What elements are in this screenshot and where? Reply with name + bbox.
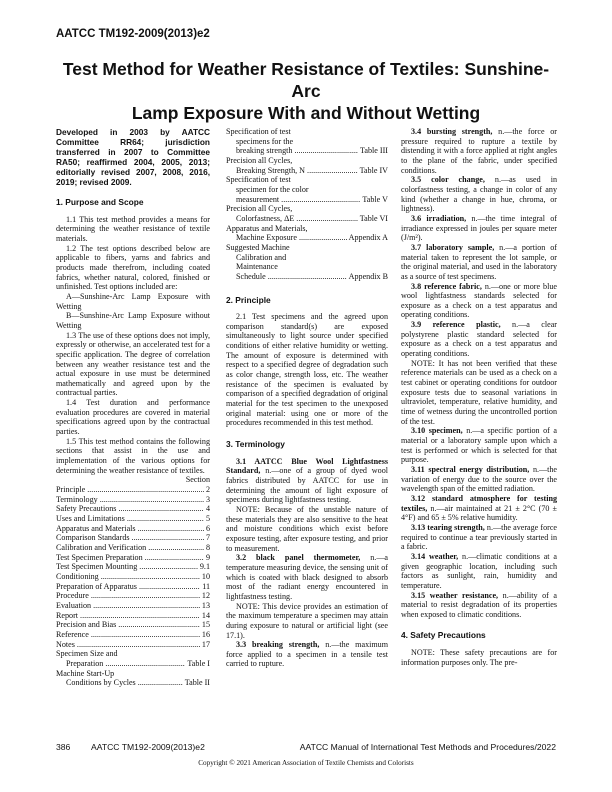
toc-row bbox=[56, 495, 210, 505]
toc-label: Safety Precautions ..... bbox=[56, 504, 204, 514]
term-3-8: 3.8 reference fabric, bbox=[411, 281, 482, 291]
definition-3-14 bbox=[401, 552, 557, 591]
section-4-heading: 4. Safety Precautions bbox=[401, 630, 486, 641]
development-history: Developed in 2003 by AATCC Committee RR64; jurisdiction transferred in 2007 to Committee RA50; reaffirmed 2004, 2005, 2013; editorially revised 2007, 2008, 2016, 2019; revised 2009. bbox=[56, 127, 210, 187]
term-3-10: 3.10 specimen, bbox=[411, 426, 463, 436]
definition-text: n.—the force or pressure required to rupture a textile by distending it with a force applied at right angles to the plane of the fabric, under specified conditions. bbox=[401, 127, 557, 175]
paragraph-1-3: 1.3 The use of these options does not imply, expressly or otherwise, an accelerated test for a specific application. The degree of correlation between any weather resistance test and the actual exposure in use must be determined mathematically and agreed upon by the contractual parties. bbox=[56, 330, 210, 398]
toc-line: Specification of test bbox=[226, 127, 291, 136]
toc-value: 16 bbox=[201, 629, 210, 639]
toc-label: Schedule ..... bbox=[236, 272, 347, 282]
note-3-1: NOTE: Because of the unstable nature of these materials they are also sensitive to the heat and moisture conditions which exist before exposure testing, after exposure testing, and prior to measurement. bbox=[226, 504, 388, 553]
toc-label: Apparatus and Materials ..... bbox=[56, 524, 204, 534]
note-3-2: NOTE: This device provides an estimation of the maximum temperature a specimen may attain during exposure to natural or artificial light (see 17.1). bbox=[226, 601, 388, 640]
toc-label: Report ..... bbox=[56, 611, 200, 621]
term-3-5: 3.5 color change, bbox=[411, 175, 485, 185]
toc-value: Table I bbox=[187, 658, 210, 668]
toc-value: 12 bbox=[201, 591, 210, 601]
option-b: B—Sunshine-Arc Lamp Exposure without Wetting bbox=[56, 311, 210, 330]
toc-row bbox=[56, 582, 210, 592]
toc-label: Colorfastness, ΔE ..... bbox=[236, 214, 358, 224]
toc-row bbox=[56, 524, 210, 534]
definition-3-1 bbox=[226, 457, 388, 505]
definition-3-4 bbox=[401, 127, 557, 175]
paragraph-1-1: 1.1 This test method provides a means for determining the weather resistance of textile materials. bbox=[56, 214, 210, 243]
title-line-2: Lamp Exposure With and Without Wetting bbox=[131, 103, 481, 123]
paragraph-1-4: 1.4 Test duration and performance evaluation procedures are covered in material specifications agreed upon by the contractual parties. bbox=[56, 398, 210, 437]
toc-row bbox=[56, 504, 210, 514]
definition-text: n.—one or more blue wool lightfastness standards selected for exposure as a check on a test apparatus and operating conditions. bbox=[401, 281, 557, 320]
term-3-12: 3.12 standard atmosphere for testing textiles, bbox=[401, 493, 557, 513]
definition-text: n.—a clear polystyrene plastic standard selected for exposure as a check on a test apparatus and operating conditions. bbox=[401, 320, 557, 359]
paragraph-2-1: 2.1 Test specimens and the agreed upon comparison standard(s) are exposed simultaneously to light source under specified conditions of either relative humidity or wetting. The amount of exposure is determined with respect to a specified degree of degradation such as color change, strength loss, etc. The weather resistance of the specimen is evaluated by comparison of a specified degradation of original material for the test specimen to the unexposed original material: using one or more of the procedures recommended in this test method. bbox=[226, 312, 388, 428]
term-3-7: 3.7 laboratory sample, bbox=[411, 242, 495, 252]
option-a: A—Sunshine-Arc Lamp Exposure with Wetting bbox=[56, 291, 210, 311]
toc-value: 9 bbox=[205, 552, 210, 562]
toc-label: Preparation of Apparatus ..... bbox=[56, 582, 200, 592]
toc-row bbox=[56, 630, 210, 640]
definition-3-8 bbox=[401, 282, 557, 321]
toc-line: Precision all Cycles, bbox=[226, 204, 293, 214]
toc-value: 10 bbox=[201, 571, 210, 581]
definition-text: n.—climatic conditions at a given geographic location, including such factors as sunlight, rain, humidity and temperature. bbox=[401, 551, 557, 590]
toc-line: Maintenance bbox=[236, 262, 278, 272]
definition-text: n.—a temperature measuring device, the sensing unit of which is coated with black designed to absorb most of the radiant energy encountered in lightfastness testing. bbox=[226, 553, 389, 601]
term-3-9: 3.9 reference plastic, bbox=[411, 320, 501, 330]
toc-row bbox=[56, 659, 210, 669]
paragraph-1-5: 1.5 This test method contains the following sections that assist in the use and implementation of the various options for determining the weather resistance of textiles. bbox=[56, 436, 210, 475]
toc-value: 14 bbox=[201, 610, 210, 620]
definition-3-5 bbox=[401, 175, 557, 214]
definition-text: n.—as used in colorfastness testing, a change in color of any kind (whether a change in hue, chroma, or lightness). bbox=[401, 175, 558, 214]
toc-row bbox=[56, 543, 210, 553]
column-3 bbox=[401, 127, 557, 667]
toc-row bbox=[56, 601, 210, 611]
definition-3-13 bbox=[401, 523, 557, 552]
section-3-heading: 3. Terminology bbox=[226, 439, 285, 450]
toc-row bbox=[56, 591, 210, 601]
toc-value: Table VI bbox=[359, 213, 388, 223]
toc-row bbox=[56, 514, 210, 524]
toc-value: 3 bbox=[205, 494, 210, 504]
toc-value: 4 bbox=[205, 504, 210, 514]
toc-line: Apparatus and Materials, bbox=[226, 223, 308, 233]
toc-value: 17 bbox=[201, 639, 210, 649]
definition-3-2 bbox=[226, 553, 388, 601]
toc-label: Notes ..... bbox=[56, 640, 200, 650]
column-2 bbox=[226, 127, 388, 669]
definition-text: n.—a portion of material taken to represent the lot sample, or the original material, and used in the laboratory as a source of test specimens. bbox=[401, 242, 557, 281]
definition-text: n.—the variation of energy due to the source over the wavelength span of the emitted radiation. bbox=[401, 464, 557, 494]
toc-machine-line-1: Machine Start-Up bbox=[56, 668, 115, 678]
toc-label: Test Specimen Mounting ..... bbox=[56, 562, 198, 572]
toc-row bbox=[56, 611, 210, 621]
toc-value: 7 bbox=[205, 533, 210, 543]
toc-row bbox=[226, 272, 388, 282]
toc-value: Table IV bbox=[359, 165, 388, 175]
toc-label: Reference ..... bbox=[56, 630, 200, 640]
toc-section-heading: Section bbox=[185, 475, 210, 485]
toc-label: Test Specimen Preparation ..... bbox=[56, 553, 204, 563]
toc-line: Specification of test bbox=[226, 175, 291, 185]
toc-continued bbox=[226, 127, 388, 282]
toc-label: Preparation ..... bbox=[66, 659, 185, 669]
section-1-heading: 1. Purpose and Scope bbox=[56, 197, 144, 207]
toc-value: 13 bbox=[201, 600, 210, 610]
toc-label: Conditions by Cycles ..... bbox=[66, 678, 183, 688]
toc-row bbox=[226, 146, 388, 156]
toc-line: Calibration and bbox=[236, 252, 287, 262]
document-code-header: AATCC TM192-2009(2013)e2 bbox=[56, 28, 210, 40]
toc-label: Evaluation ..... bbox=[56, 601, 200, 611]
footer-manual-title: AATCC Manual of International Test Methods and Procedures/2022 bbox=[299, 742, 556, 752]
toc-value: Table II bbox=[184, 678, 210, 688]
toc-value: 9.1 bbox=[199, 562, 210, 572]
toc-row bbox=[226, 166, 388, 176]
toc-value: Appendix B bbox=[348, 271, 388, 281]
toc-row bbox=[56, 553, 210, 563]
term-3-1: 3.1 AATCC Blue Wool Lightfastness Standard, bbox=[226, 456, 388, 476]
toc-label: Terminology ..... bbox=[56, 495, 204, 505]
definition-text: n.—the maximum force applied to a specimen in a tensile test carried to rupture. bbox=[226, 640, 388, 669]
copyright-notice: Copyright © 2021 American Association of Textile Chemists and Colorists bbox=[198, 759, 414, 767]
definition-3-15 bbox=[401, 591, 557, 620]
toc-row bbox=[56, 678, 210, 688]
toc-value: Table V bbox=[362, 194, 388, 204]
toc-label: Breaking Strength, N ..... bbox=[236, 166, 358, 176]
term-3-13: 3.13 tearing strength, bbox=[411, 522, 485, 532]
toc-row bbox=[226, 233, 388, 243]
toc-line: specimen for the color bbox=[236, 184, 309, 194]
paragraph-1-2: 1.2 The test options described below are applicable to fibers, yarns and fabrics and products made therefrom, including coated fabrics, whether natural, colored, finished or unfinished. Test options included are: bbox=[56, 243, 210, 292]
toc-label: Machine Exposure ..... bbox=[236, 233, 347, 243]
term-3-15: 3.15 weather resistance, bbox=[411, 590, 499, 600]
definition-text: n.—a specific portion of a material or a laboratory sample upon which a test is performed or which is selected for that purpose. bbox=[401, 426, 557, 465]
definition-3-10 bbox=[401, 426, 557, 465]
column-1 bbox=[56, 127, 210, 688]
toc-label: Comparison Standards ..... bbox=[56, 533, 204, 543]
definition-text: n.—one of a group of dyed wool fabrics distributed by AATCC for use in determining the amount of light exposure of specimens during lightfastness testing. bbox=[226, 466, 388, 505]
term-3-11: 3.11 spectral energy distribution, bbox=[411, 464, 530, 474]
toc-value: 2 bbox=[205, 485, 210, 495]
toc-specimen-size-line-1: Specimen Size and bbox=[56, 649, 118, 659]
note-4: NOTE: These safety precautions are for information purposes only. The pre- bbox=[401, 648, 557, 667]
page-number: 386 bbox=[56, 742, 71, 752]
toc-line: Suggested Machine bbox=[226, 242, 290, 252]
definition-3-11 bbox=[401, 465, 557, 494]
definition-text: n.—the average force required to continue a tear previously started in a fabric. bbox=[401, 522, 558, 552]
toc-label: Precision and Bias ..... bbox=[56, 620, 200, 630]
definition-3-6 bbox=[401, 214, 557, 243]
toc-label: Calibration and Verification ..... bbox=[56, 543, 204, 553]
toc-value: Appendix A bbox=[348, 233, 388, 243]
toc-value: 5 bbox=[205, 514, 210, 523]
toc-label: Principle ..... bbox=[56, 485, 204, 495]
term-3-3: 3.3 breaking strength, bbox=[236, 640, 320, 650]
toc-value: 15 bbox=[201, 620, 210, 630]
definition-3-12 bbox=[401, 494, 557, 523]
definition-text: n.—ability of a material to resist degradation of its properties when exposed to climatic conditions. bbox=[401, 590, 557, 619]
footer-document-code: AATCC TM192-2009(2013)e2 bbox=[91, 742, 205, 752]
definition-3-9 bbox=[401, 320, 557, 359]
toc-list bbox=[56, 485, 210, 688]
term-3-14: 3.14 weather, bbox=[411, 551, 459, 561]
definition-3-3 bbox=[226, 640, 388, 669]
toc-line: specimens for the bbox=[236, 136, 294, 146]
toc-label: measurement ..... bbox=[236, 195, 360, 205]
note-3-9: NOTE: It has not been verified that these reference materials can be used as a check on a test cabinet or operating conditions for outdoor exposure tests due to seasonal variations in ultraviolet, temperature, relative humidity, and time of wetness during the uncontrolled portion of the test. bbox=[401, 358, 557, 426]
toc-value: 6 bbox=[205, 523, 210, 533]
title-line-1: Test Method for Weather Resistance of Textiles: Sunshine-Arc bbox=[62, 59, 550, 101]
toc-row bbox=[56, 533, 210, 543]
toc-row bbox=[56, 485, 210, 495]
toc-label: Conditioning ..... bbox=[56, 572, 200, 582]
definition-text: n.—air maintained at 21 ± 2°C (70 ± 4°F) and 65 ± 5% relative humidity. bbox=[401, 503, 557, 523]
toc-row bbox=[56, 640, 210, 650]
toc-value: Table III bbox=[360, 146, 388, 156]
toc-row bbox=[56, 572, 210, 582]
section-2-heading: 2. Principle bbox=[226, 294, 271, 305]
toc-row bbox=[226, 195, 388, 205]
toc-label: Uses and Limitations ..... bbox=[56, 514, 204, 524]
toc-value: 8 bbox=[205, 542, 210, 552]
toc-row bbox=[56, 562, 210, 572]
toc-row bbox=[56, 620, 210, 630]
toc-label: Procedure ..... bbox=[56, 591, 200, 601]
term-3-4: 3.4 bursting strength, bbox=[411, 127, 493, 136]
toc-line: Precision all Cycles, bbox=[226, 155, 293, 165]
term-3-6: 3.6 irradiation, bbox=[411, 213, 467, 223]
toc-value: 11 bbox=[202, 581, 210, 591]
toc-row bbox=[226, 214, 388, 224]
term-3-2: 3.2 black panel thermometer, bbox=[236, 553, 361, 563]
definition-text: n.—the time integral of irradiance expressed in joules per square meter (J/m²). bbox=[401, 213, 557, 243]
toc-label: breaking strength ..... bbox=[236, 146, 358, 156]
document-title bbox=[60, 58, 552, 124]
definition-3-7 bbox=[401, 243, 557, 282]
